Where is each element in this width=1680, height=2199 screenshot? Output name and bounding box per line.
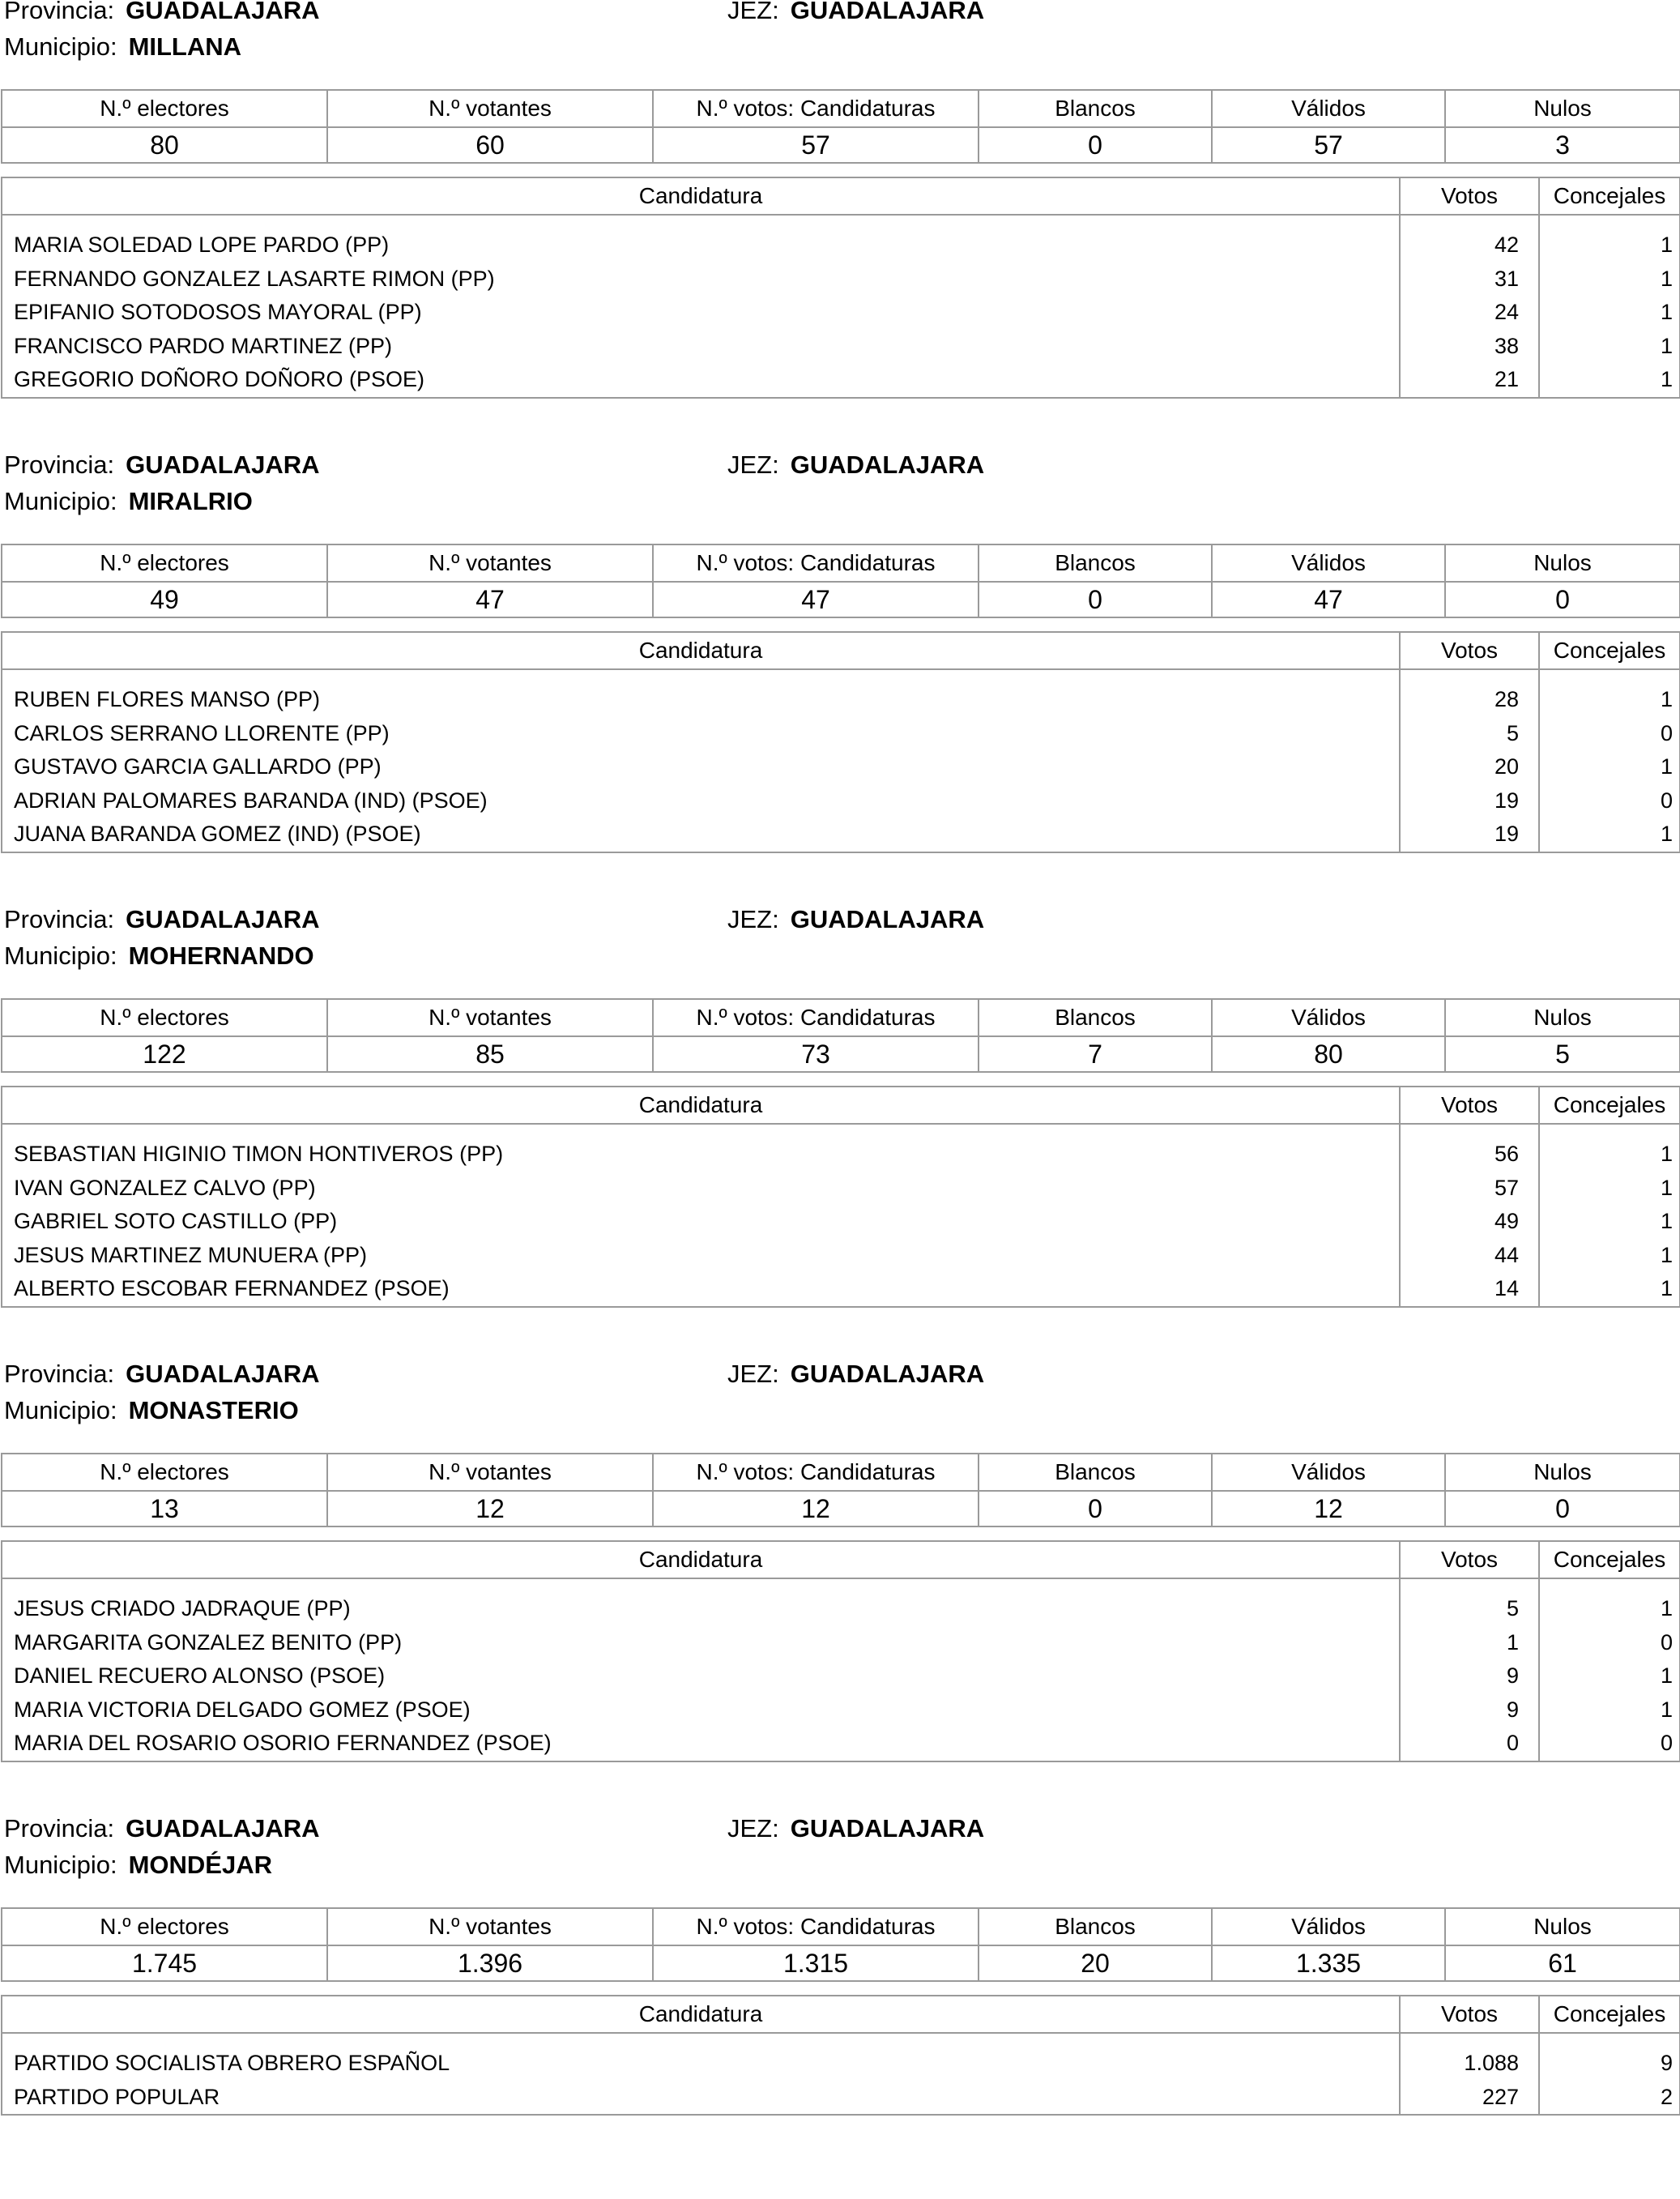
candidate-votes: 9 (1400, 1659, 1539, 1693)
summary-value-blancos: 0 (979, 1491, 1212, 1526)
candidate-name: FRANCISCO PARDO MARTINEZ (PP) (2, 330, 1400, 364)
summary-value-blancos: 20 (979, 1945, 1212, 1981)
table-row (2, 750, 1680, 784)
candidate-councillors: 1 (1539, 669, 1680, 717)
summary-value-electores: 49 (2, 582, 327, 617)
summary-header-votos-cand: N.º votos: Candidaturas (653, 90, 979, 127)
candidate-councillors: 1 (1539, 1172, 1680, 1206)
municipio-line (4, 1849, 272, 1881)
candidates-header-row (2, 177, 1680, 215)
candidates-header-row (2, 1996, 1680, 2033)
table-row (2, 263, 1680, 297)
summary-table (1, 1907, 1680, 1982)
candidate-name: GUSTAVO GARCIA GALLARDO (PP) (2, 750, 1400, 784)
candidate-name: GABRIEL SOTO CASTILLO (PP) (2, 1205, 1400, 1239)
candidate-votes: 5 (1400, 1578, 1539, 1626)
municipio-value: MIRALRIO (128, 487, 253, 515)
summary-header-validos: Válidos (1212, 999, 1445, 1036)
summary-header-validos: Válidos (1212, 544, 1445, 582)
summary-value-votos-cand: 57 (653, 127, 979, 163)
municipality-block (0, 1360, 1680, 1756)
summary-value-votantes: 12 (327, 1491, 653, 1526)
summary-value-validos: 80 (1212, 1036, 1445, 1072)
jez-label: JEZ: (727, 905, 779, 933)
candidate-councillors: 1 (1539, 818, 1680, 852)
candidate-votes: 19 (1400, 784, 1539, 818)
provincia-value: GUADALAJARA (126, 450, 320, 479)
summary-table (1, 1453, 1680, 1527)
summary-header-votantes: N.º votantes (327, 999, 653, 1036)
table-row (2, 1205, 1680, 1239)
municipio-value: MONDÉJAR (128, 1851, 272, 1879)
candidate-name: MARIA VICTORIA DELGADO GOMEZ (PSOE) (2, 1693, 1400, 1727)
candidatura-header: Candidatura (2, 1996, 1400, 2033)
candidates-header-row (2, 1541, 1680, 1578)
summary-value-row (2, 1036, 1680, 1072)
candidate-votes: 56 (1400, 1124, 1539, 1172)
jez-line (727, 0, 984, 27)
summary-header-validos: Válidos (1212, 1454, 1445, 1491)
table-row (2, 1578, 1680, 1626)
table-row (2, 330, 1680, 364)
summary-value-votantes: 85 (327, 1036, 653, 1072)
candidate-councillors: 1 (1539, 1693, 1680, 1727)
summary-header-votos-cand: N.º votos: Candidaturas (653, 544, 979, 582)
candidate-name: EPIFANIO SOTODOSOS MAYORAL (PP) (2, 296, 1400, 330)
concejales-header: Concejales (1539, 632, 1680, 669)
candidates-header-row (2, 1087, 1680, 1124)
summary-header-row (2, 90, 1680, 127)
candidate-votes: 227 (1400, 2081, 1539, 2116)
candidate-name: FERNANDO GONZALEZ LASARTE RIMON (PP) (2, 263, 1400, 297)
jez-value: GUADALAJARA (790, 1814, 985, 1842)
candidate-name: CARLOS SERRANO LLORENTE (PP) (2, 717, 1400, 751)
municipality-block (0, 905, 1680, 1301)
candidate-councillors: 0 (1539, 784, 1680, 818)
summary-table (1, 89, 1680, 164)
table-row (2, 296, 1680, 330)
summary-header-nulos: Nulos (1445, 999, 1680, 1036)
candidate-name: IVAN GONZALEZ CALVO (PP) (2, 1172, 1400, 1206)
candidates-table (1, 631, 1680, 853)
municipio-line (4, 31, 241, 63)
summary-value-votantes: 1.396 (327, 1945, 653, 1981)
candidate-councillors: 2 (1539, 2081, 1680, 2116)
municipio-value: MONASTERIO (128, 1396, 299, 1424)
summary-value-electores: 122 (2, 1036, 327, 1072)
municipio-label: Municipio: (4, 487, 117, 515)
candidate-votes: 9 (1400, 1693, 1539, 1727)
summary-header-nulos: Nulos (1445, 90, 1680, 127)
candidatura-header: Candidatura (2, 177, 1400, 215)
candidate-votes: 19 (1400, 818, 1539, 852)
candidate-name: PARTIDO POPULAR (2, 2081, 1400, 2116)
candidate-councillors: 1 (1539, 1659, 1680, 1693)
summary-header-votantes: N.º votantes (327, 1908, 653, 1945)
candidate-councillors: 1 (1539, 215, 1680, 263)
summary-header-votos-cand: N.º votos: Candidaturas (653, 999, 979, 1036)
summary-header-votantes: N.º votantes (327, 90, 653, 127)
candidate-councillors: 1 (1539, 363, 1680, 398)
summary-header-votantes: N.º votantes (327, 544, 653, 582)
jez-value: GUADALAJARA (790, 905, 985, 933)
summary-value-nulos: 3 (1445, 127, 1680, 163)
summary-value-blancos: 7 (979, 1036, 1212, 1072)
summary-value-votantes: 60 (327, 127, 653, 163)
table-row (2, 2033, 1680, 2081)
summary-header-electores: N.º electores (2, 1908, 327, 1945)
jez-value: GUADALAJARA (790, 0, 985, 24)
jez-label: JEZ: (727, 450, 779, 479)
summary-value-nulos: 5 (1445, 1036, 1680, 1072)
summary-value-votos-cand: 47 (653, 582, 979, 617)
candidate-councillors: 0 (1539, 1626, 1680, 1660)
candidate-name: MARIA DEL ROSARIO OSORIO FERNANDEZ (PSOE) (2, 1727, 1400, 1761)
table-row (2, 1239, 1680, 1273)
candidate-councillors: 9 (1539, 2033, 1680, 2081)
summary-header-votos-cand: N.º votos: Candidaturas (653, 1908, 979, 1945)
summary-value-blancos: 0 (979, 127, 1212, 163)
jez-value: GUADALAJARA (790, 1360, 985, 1388)
candidate-councillors: 1 (1539, 1272, 1680, 1307)
summary-value-votos-cand: 12 (653, 1491, 979, 1526)
candidate-councillors: 1 (1539, 1124, 1680, 1172)
summary-value-electores: 80 (2, 127, 327, 163)
table-row (2, 669, 1680, 717)
candidates-table (1, 177, 1680, 399)
candidates-table (1, 1995, 1680, 2116)
candidate-name: MARGARITA GONZALEZ BENITO (PP) (2, 1626, 1400, 1660)
candidate-name: JUANA BARANDA GOMEZ (IND) (PSOE) (2, 818, 1400, 852)
provincia-value: GUADALAJARA (126, 1814, 320, 1842)
candidate-votes: 0 (1400, 1727, 1539, 1761)
candidate-name: ADRIAN PALOMARES BARANDA (IND) (PSOE) (2, 784, 1400, 818)
candidate-councillors: 1 (1539, 330, 1680, 364)
summary-value-row (2, 582, 1680, 617)
candidate-name: RUBEN FLORES MANSO (PP) (2, 669, 1400, 717)
concejales-header: Concejales (1539, 1087, 1680, 1124)
candidate-votes: 20 (1400, 750, 1539, 784)
summary-header-validos: Válidos (1212, 1908, 1445, 1945)
municipio-value: MOHERNANDO (128, 942, 314, 970)
summary-header-blancos: Blancos (979, 1908, 1212, 1945)
summary-value-row (2, 1491, 1680, 1526)
candidate-name: GREGORIO DOÑORO DOÑORO (PSOE) (2, 363, 1400, 398)
provincia-label: Provincia: (4, 1814, 115, 1842)
candidate-votes: 14 (1400, 1272, 1539, 1307)
municipality-block (0, 0, 1680, 392)
provincia-line (4, 449, 320, 481)
provincia-label: Provincia: (4, 450, 115, 479)
jez-value: GUADALAJARA (790, 450, 985, 479)
summary-header-votantes: N.º votantes (327, 1454, 653, 1491)
summary-header-electores: N.º electores (2, 544, 327, 582)
table-row (2, 784, 1680, 818)
candidatura-header: Candidatura (2, 1087, 1400, 1124)
summary-header-row (2, 544, 1680, 582)
municipality-block (0, 1814, 1680, 2199)
table-row (2, 1172, 1680, 1206)
summary-header-votos-cand: N.º votos: Candidaturas (653, 1454, 979, 1491)
candidate-votes: 42 (1400, 215, 1539, 263)
municipio-line (4, 1394, 299, 1427)
jez-label: JEZ: (727, 1360, 779, 1388)
candidate-name: DANIEL RECUERO ALONSO (PSOE) (2, 1659, 1400, 1693)
provincia-line (4, 1358, 320, 1390)
provincia-value: GUADALAJARA (126, 905, 320, 933)
candidate-votes: 21 (1400, 363, 1539, 398)
summary-header-blancos: Blancos (979, 90, 1212, 127)
table-row (2, 215, 1680, 263)
votos-header: Votos (1400, 177, 1539, 215)
summary-header-electores: N.º electores (2, 999, 327, 1036)
summary-table (1, 998, 1680, 1073)
candidates-table (1, 1540, 1680, 1762)
summary-value-nulos: 61 (1445, 1945, 1680, 1981)
summary-header-electores: N.º electores (2, 1454, 327, 1491)
candidate-name: ALBERTO ESCOBAR FERNANDEZ (PSOE) (2, 1272, 1400, 1307)
votos-header: Votos (1400, 632, 1539, 669)
summary-value-row (2, 127, 1680, 163)
votos-header: Votos (1400, 1541, 1539, 1578)
table-row (2, 1659, 1680, 1693)
table-row (2, 1272, 1680, 1307)
municipio-label: Municipio: (4, 32, 117, 61)
summary-header-nulos: Nulos (1445, 1454, 1680, 1491)
table-row (2, 1124, 1680, 1172)
candidates-table (1, 1086, 1680, 1308)
provincia-line (4, 1813, 320, 1845)
jez-label: JEZ: (727, 1814, 779, 1842)
candidate-councillors: 0 (1539, 1727, 1680, 1761)
provincia-value: GUADALAJARA (126, 1360, 320, 1388)
candidate-councillors: 1 (1539, 296, 1680, 330)
provincia-value: GUADALAJARA (126, 0, 320, 24)
summary-header-validos: Válidos (1212, 90, 1445, 127)
table-row (2, 717, 1680, 751)
jez-label: JEZ: (727, 0, 779, 24)
municipio-line (4, 485, 253, 518)
candidate-votes: 28 (1400, 669, 1539, 717)
summary-value-nulos: 0 (1445, 1491, 1680, 1526)
municipality-block (0, 450, 1680, 847)
provincia-label: Provincia: (4, 0, 115, 24)
votos-header: Votos (1400, 1087, 1539, 1124)
summary-header-row (2, 999, 1680, 1036)
jez-line (727, 1813, 984, 1845)
candidate-name: PARTIDO SOCIALISTA OBRERO ESPAÑOL (2, 2033, 1400, 2081)
candidate-votes: 24 (1400, 296, 1539, 330)
candidate-councillors: 1 (1539, 1205, 1680, 1239)
provincia-line (4, 903, 320, 936)
summary-table (1, 544, 1680, 618)
candidate-votes: 44 (1400, 1239, 1539, 1273)
summary-header-row (2, 1454, 1680, 1491)
candidate-votes: 31 (1400, 263, 1539, 297)
candidate-councillors: 1 (1539, 1239, 1680, 1273)
summary-value-validos: 12 (1212, 1491, 1445, 1526)
provincia-line (4, 0, 320, 27)
summary-header-electores: N.º electores (2, 90, 327, 127)
summary-header-nulos: Nulos (1445, 544, 1680, 582)
candidate-votes: 5 (1400, 717, 1539, 751)
candidate-votes: 38 (1400, 330, 1539, 364)
jez-line (727, 903, 984, 936)
table-row (2, 363, 1680, 398)
summary-value-row (2, 1945, 1680, 1981)
candidate-votes: 57 (1400, 1172, 1539, 1206)
candidatura-header: Candidatura (2, 632, 1400, 669)
summary-value-blancos: 0 (979, 582, 1212, 617)
municipio-value: MILLANA (128, 32, 242, 61)
summary-value-votantes: 47 (327, 582, 653, 617)
summary-value-votos-cand: 73 (653, 1036, 979, 1072)
summary-header-row (2, 1908, 1680, 1945)
table-row (2, 818, 1680, 852)
concejales-header: Concejales (1539, 177, 1680, 215)
candidates-header-row (2, 632, 1680, 669)
summary-header-blancos: Blancos (979, 544, 1212, 582)
candidate-councillors: 1 (1539, 750, 1680, 784)
jez-line (727, 449, 984, 481)
municipio-label: Municipio: (4, 1851, 117, 1879)
concejales-header: Concejales (1539, 1541, 1680, 1578)
summary-value-validos: 47 (1212, 582, 1445, 617)
summary-value-electores: 13 (2, 1491, 327, 1526)
candidate-councillors: 1 (1539, 263, 1680, 297)
municipio-label: Municipio: (4, 1396, 117, 1424)
summary-value-votos-cand: 1.315 (653, 1945, 979, 1981)
summary-value-nulos: 0 (1445, 582, 1680, 617)
summary-header-nulos: Nulos (1445, 1908, 1680, 1945)
summary-value-validos: 57 (1212, 127, 1445, 163)
summary-value-validos: 1.335 (1212, 1945, 1445, 1981)
candidate-votes: 1 (1400, 1626, 1539, 1660)
candidate-name: JESUS CRIADO JADRAQUE (PP) (2, 1578, 1400, 1626)
table-row (2, 1693, 1680, 1727)
summary-value-electores: 1.745 (2, 1945, 327, 1981)
votos-header: Votos (1400, 1996, 1539, 2033)
candidate-name: JESUS MARTINEZ MUNUERA (PP) (2, 1239, 1400, 1273)
candidate-councillors: 1 (1539, 1578, 1680, 1626)
table-row (2, 2081, 1680, 2116)
provincia-label: Provincia: (4, 1360, 115, 1388)
candidate-name: MARIA SOLEDAD LOPE PARDO (PP) (2, 215, 1400, 263)
candidate-votes: 49 (1400, 1205, 1539, 1239)
candidate-councillors: 0 (1539, 717, 1680, 751)
table-row (2, 1727, 1680, 1761)
table-row (2, 1626, 1680, 1660)
candidate-name: SEBASTIAN HIGINIO TIMON HONTIVEROS (PP) (2, 1124, 1400, 1172)
summary-header-blancos: Blancos (979, 999, 1212, 1036)
municipio-line (4, 940, 314, 972)
candidatura-header: Candidatura (2, 1541, 1400, 1578)
candidate-votes: 1.088 (1400, 2033, 1539, 2081)
municipio-label: Municipio: (4, 942, 117, 970)
jez-line (727, 1358, 984, 1390)
summary-header-blancos: Blancos (979, 1454, 1212, 1491)
concejales-header: Concejales (1539, 1996, 1680, 2033)
provincia-label: Provincia: (4, 905, 115, 933)
